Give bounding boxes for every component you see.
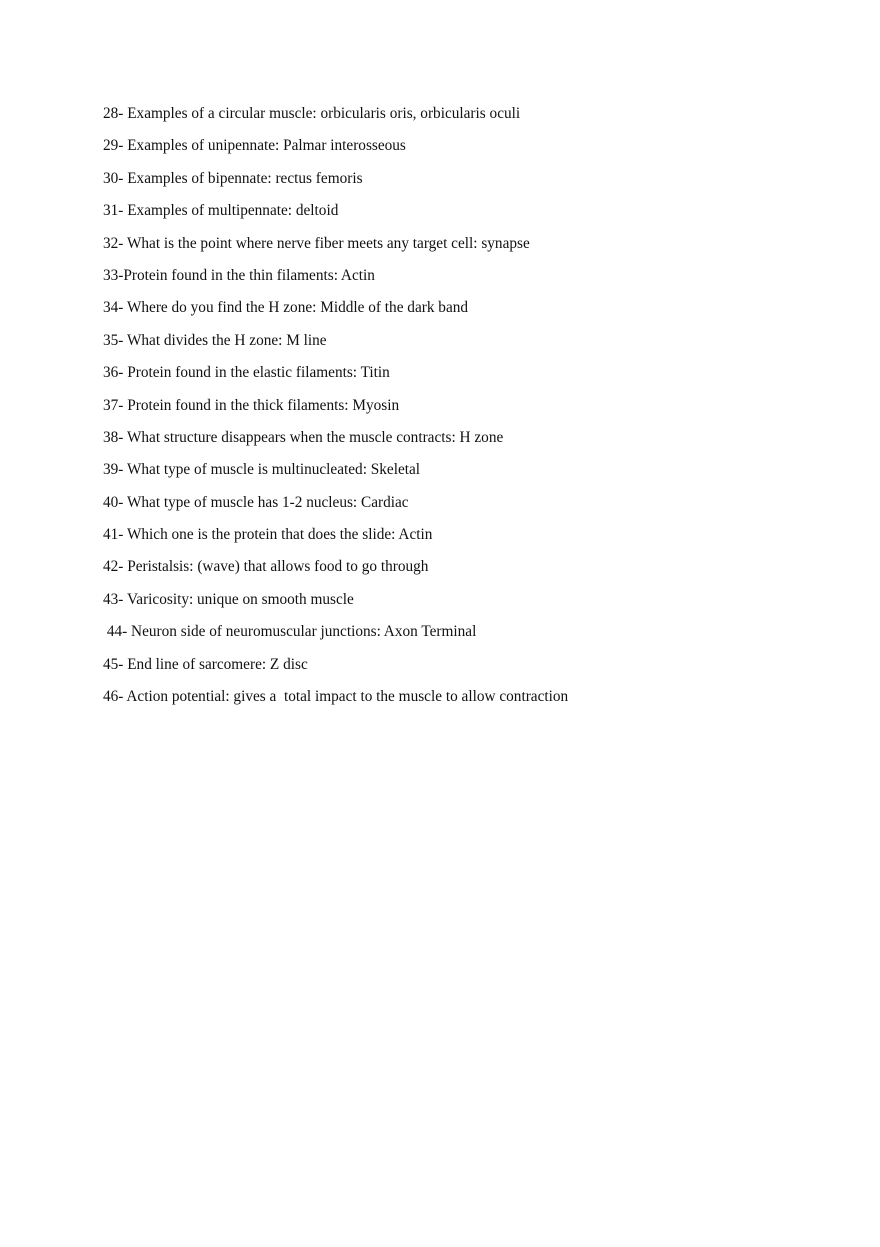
list-item: 31- Examples of multipennate: deltoid [103, 202, 339, 220]
list-item: 30- Examples of bipennate: rectus femoris [103, 169, 363, 187]
list-item: 37- Protein found in the thick filaments: Myosin [103, 396, 400, 414]
list-item: 39- What type of muscle is multinucleated: Skeletal [103, 461, 421, 479]
question-list [103, 104, 843, 719]
list-item: 46- Action potential: gives a total impact to the muscle to allow contraction [103, 688, 569, 706]
list-item: 35- What divides the H zone: M line [103, 331, 327, 349]
list-item: 40- What type of muscle has 1-2 nucleus: Cardiac [103, 493, 409, 511]
list-item: 32- What is the point where nerve fiber meets any target cell: synapse [103, 234, 530, 252]
list-item: 45- End line of sarcomere: Z disc [103, 655, 308, 673]
list-item: 38- What structure disappears when the muscle contracts: H zone [103, 428, 504, 446]
list-item: 41- Which one is the protein that does the slide: Actin [103, 526, 433, 544]
list-item: 42- Peristalsis: (wave) that allows food to go through [103, 558, 429, 576]
list-item: 36- Protein found in the elastic filaments: Titin [103, 364, 390, 382]
list-item: 29- Examples of unipennate: Palmar interosseous [103, 137, 406, 155]
list-item: 33-Protein found in the thin filaments: Actin [103, 266, 375, 284]
list-item: 44- Neuron side of neuromuscular junctions: Axon Terminal [103, 623, 477, 641]
list-item: 43- Varicosity: unique on smooth muscle [103, 590, 354, 608]
list-item: 28- Examples of a circular muscle: orbicularis oris, orbicularis oculi [103, 105, 521, 122]
list-item: 34- Where do you find the H zone: Middle of the dark band [103, 299, 469, 317]
